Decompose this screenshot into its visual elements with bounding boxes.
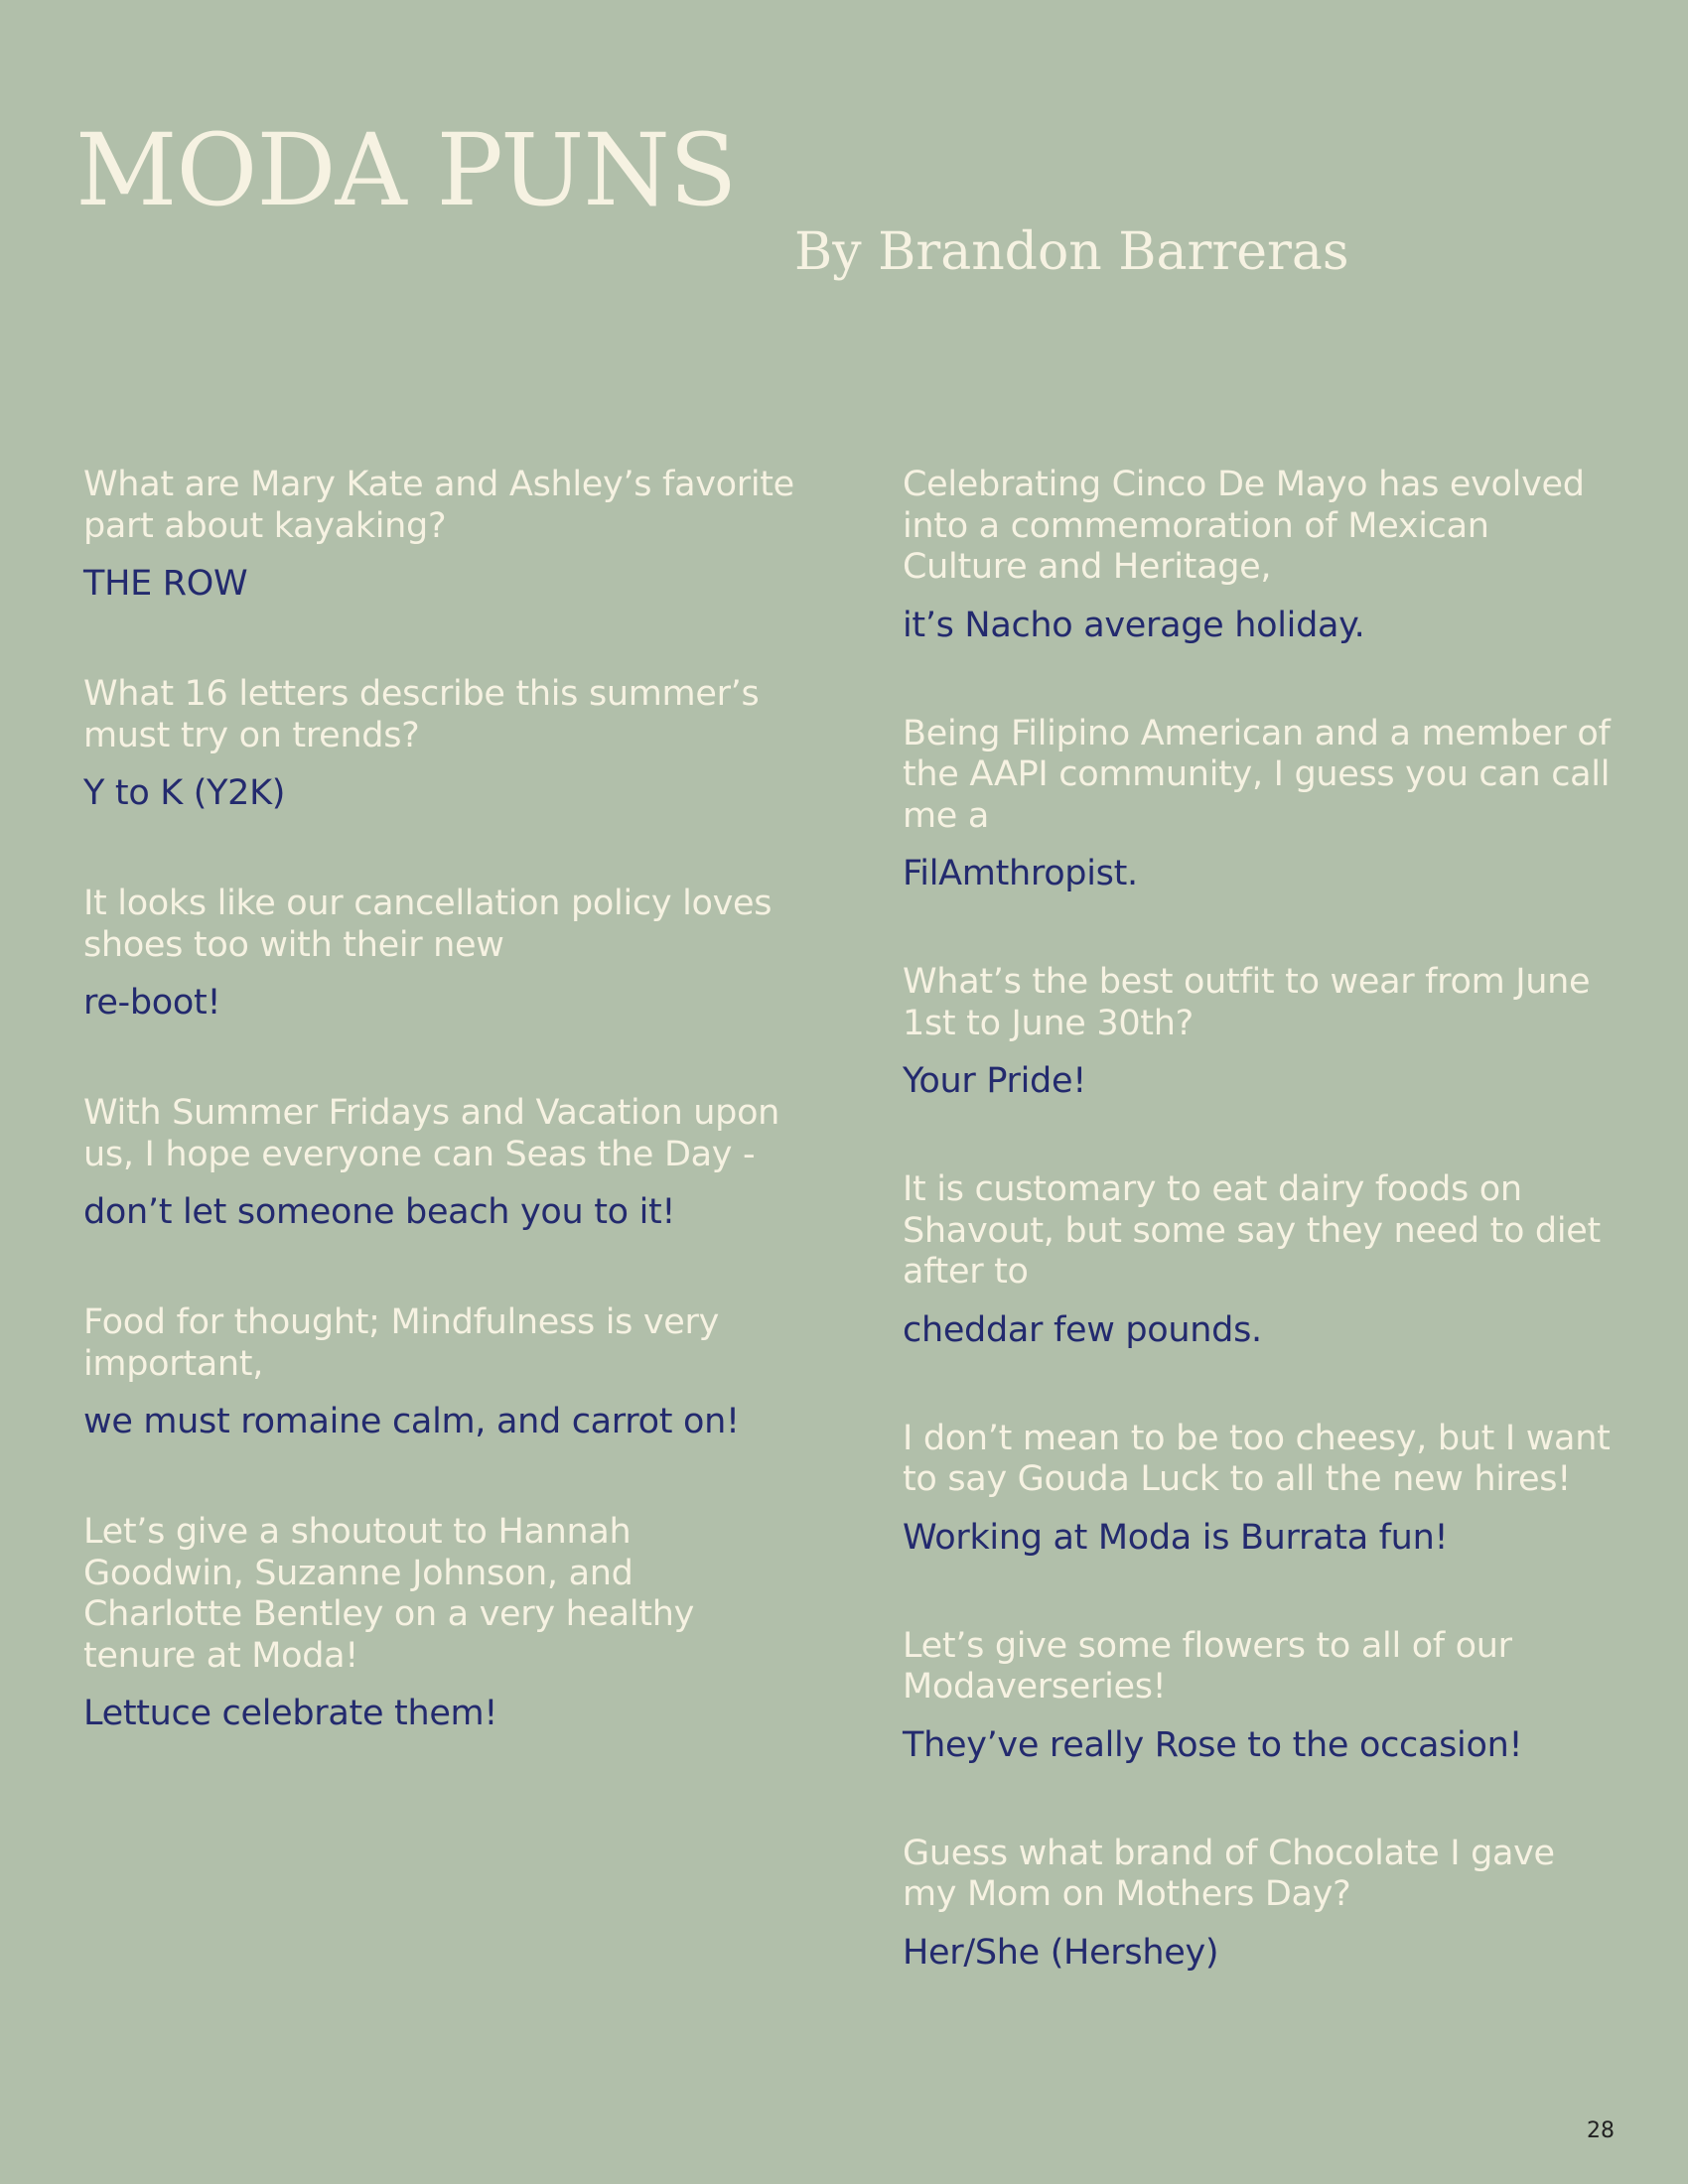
- pun-setup: Food for thought; Mindfulness is very important,: [83, 1302, 720, 1384]
- pun-punchline: it’s Nacho average holiday.: [903, 605, 1365, 645]
- pun-punchline: we must romaine calm, and carrot on!: [83, 1402, 740, 1441]
- left-column: [83, 465, 798, 1804]
- pun-setup: It is customary to eat dairy foods on Shavout, but some say they need to diet after to: [903, 1169, 1601, 1292]
- pun-punchline: Lettuce celebrate them!: [83, 1694, 498, 1733]
- pun-punchline: cheddar few pounds.: [903, 1309, 1262, 1350]
- pun-item: [83, 1093, 798, 1233]
- pun-setup: Let’s give a shoutout to Hannah Goodwin, Suzanne Johnson, and Charlotte Bentley on a very healthy tenure at Moda!: [83, 1512, 695, 1676]
- pun-punchline: THE ROW: [83, 564, 248, 604]
- pun-item: [83, 884, 798, 1024]
- pun-punchline: They’ve really Rose to the occasion!: [903, 1724, 1523, 1765]
- page-number: 28: [1587, 2118, 1615, 2143]
- pun-setup: What are Mary Kate and Ashley’s favorite part about kayaking?: [83, 465, 794, 546]
- pun-setup: Guess what brand of Chocolate I gave my Mom on Mothers Day?: [903, 1833, 1555, 1914]
- pun-setup: Celebrating Cinco De Mayo has evolved into a commemoration of Mexican Culture and Heritage,: [903, 465, 1585, 587]
- pun-setup: What’s the best outfit to wear from June 1st to June 30th?: [903, 962, 1591, 1043]
- pun-punchline: re-boot!: [83, 983, 221, 1023]
- pun-item: [83, 674, 798, 814]
- pun-setup: It looks like our cancellation policy loves shoes too with their new: [83, 884, 773, 965]
- pun-item: [903, 714, 1618, 895]
- pun-setup: What 16 letters describe this summer’s must try on trends?: [83, 674, 760, 755]
- pun-item: [83, 465, 798, 605]
- right-column: [903, 465, 1618, 2041]
- pun-punchline: Her/She (Hershey): [903, 1932, 1219, 1973]
- pun-setup: Let’s give some flowers to all of our Modaverseries!: [903, 1625, 1512, 1706]
- pun-punchline: Working at Moda is Burrata fun!: [903, 1517, 1449, 1558]
- pun-item: [903, 1169, 1618, 1351]
- pun-item: [903, 1626, 1618, 1766]
- pun-punchline: don’t let someone beach you to it!: [83, 1192, 676, 1232]
- pun-item: [903, 1834, 1618, 1974]
- pun-setup: Being Filipino American and a member of the AAPI community, I guess you can call me a: [903, 713, 1611, 836]
- pun-item: [83, 1302, 798, 1442]
- pun-item: [83, 1512, 798, 1734]
- page-title: MODA PUNS: [75, 112, 737, 228]
- author-byline: By Brandon Barreras: [794, 222, 1349, 282]
- pun-setup: With Summer Fridays and Vacation upon us, I hope everyone can Seas the Day -: [83, 1093, 780, 1174]
- pun-punchline: Your Pride!: [903, 1061, 1086, 1101]
- pun-item: [903, 1419, 1618, 1559]
- pun-punchline: FilAmthropist.: [903, 854, 1138, 893]
- pun-setup: I don’t mean to be too cheesy, but I want to say Gouda Luck to all the new hires!: [903, 1418, 1611, 1499]
- pun-punchline: Y to K (Y2K): [83, 773, 286, 813]
- pun-item: [903, 962, 1618, 1102]
- pun-item: [903, 465, 1618, 646]
